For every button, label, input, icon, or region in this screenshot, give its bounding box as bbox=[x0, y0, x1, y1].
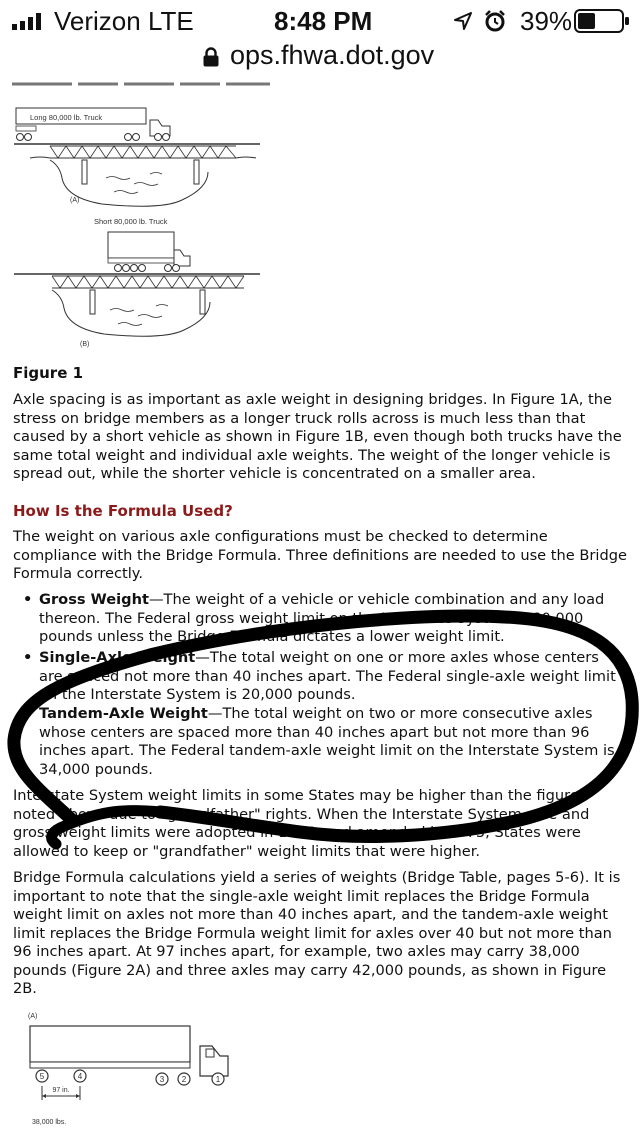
status-bar bbox=[0, 0, 640, 40]
panel-a-label: (A) bbox=[70, 197, 80, 204]
battery-icon bbox=[574, 9, 630, 33]
axle-2 bbox=[178, 1073, 190, 1085]
figure-2-panel-label: (A) bbox=[28, 1013, 38, 1020]
spacing-dimension bbox=[42, 1086, 80, 1100]
list-item bbox=[23, 649, 626, 705]
svg-text:1: 1 bbox=[215, 1075, 221, 1084]
bullet: • bbox=[23, 649, 33, 666]
lock-icon bbox=[203, 47, 219, 67]
paragraph-grandfather-rights: Interstate System weight limits in some States may be higher than the figures noted above due to "grandfather" rights. When the Interstate System axle and gross weight limits were adopted in 1956, and amended in 1975, States were allowed to keep or "grandfather" weight limits that were higher. bbox=[13, 787, 590, 860]
short-truck-illustration bbox=[94, 217, 190, 272]
paragraph-axle-spacing: Axle spacing is as important as axle weight in designing bridges. In Figure 1A, the stress on bridge members as a longer truck rolls across is much less than that caused by a short vehicle as shown in Figure 1B, even though both trucks have the same total weight and individual axle weights. The weight of the longer vehicle is spread out, while the shorter vehicle is concentrated on a smaller area. bbox=[13, 391, 622, 482]
battery-percentage: 39% bbox=[520, 6, 573, 36]
svg-text:4: 4 bbox=[77, 1072, 83, 1081]
address-bar[interactable] bbox=[0, 40, 640, 76]
svg-text:3: 3 bbox=[159, 1075, 165, 1084]
axle-5 bbox=[36, 1070, 48, 1082]
clock-time: 8:48 PM bbox=[274, 6, 373, 36]
definition-term: Tandem-Axle Weight bbox=[39, 705, 208, 722]
figure-2-diagram bbox=[20, 1008, 250, 1136]
bullet: • bbox=[23, 591, 33, 608]
paragraph-definitions-intro: The weight on various axle configurations must be checked to determine compliance with the Bridge Formula. Three definitions are needed to use the Bridge Formula correctly. bbox=[13, 528, 627, 582]
bridge-a-illustration bbox=[14, 144, 260, 206]
figure-1-diagram bbox=[10, 74, 270, 354]
location-arrow-icon bbox=[454, 12, 472, 30]
alarm-clock-icon bbox=[484, 10, 506, 32]
bullet: • bbox=[23, 705, 33, 722]
definition-text: —The total weight on one or more axles whose centers are spaced not more than 40 inches apart. The Federal single-axle weight limit on the Interstate System is 20,000 pounds. bbox=[39, 649, 616, 703]
url-text[interactable]: ops.fhwa.dot.gov bbox=[230, 40, 435, 70]
list-item bbox=[23, 705, 626, 779]
figure-title: Figure 1 bbox=[13, 364, 84, 382]
panel-b-label: (B) bbox=[80, 341, 90, 348]
spacing-label: 97 in. bbox=[52, 1087, 70, 1094]
definition-text: —The total weight on two or more consecutive axles whose centers are spaced more than 40 inches apart but not more than 96 inches apart. The Federal tandem-axle weight limit on the Interstate System is 34,000 pounds. bbox=[39, 705, 615, 778]
carrier-label: Verizon LTE bbox=[54, 6, 194, 36]
tractor-trailer-illustration bbox=[30, 1026, 228, 1076]
paragraph-bridge-formula-calculations: Bridge Formula calculations yield a series of weights (Bridge Table, pages 5-6). It is important to note that the single-axle weight limit replaces the Bridge Formula weight limit on axles not more than 40 inches apart, and the tandem-axle weight limit replaces the Bridge Formula weight limit for axles over 40 but not more than 96 inches apart. At 97 inches apart, for example, two axles may carry 38,000 pounds (Figure 2A) and three axles may carry 42,000 pounds, as shown in Figure 2B. bbox=[13, 869, 621, 997]
axle-4 bbox=[74, 1070, 86, 1082]
definition-text: —The weight of a vehicle or vehicle combination and any load thereon. The Federal gross weight limit on the Interstate System is 80,000 pounds unless the Bridge Formula dictates a lower weight limit. bbox=[39, 591, 605, 645]
signal-strength-icon bbox=[12, 12, 48, 30]
section-heading: How Is the Formula Used? bbox=[13, 502, 233, 520]
svg-text:5: 5 bbox=[39, 1072, 45, 1081]
axle-3 bbox=[156, 1073, 168, 1085]
definition-term: Single-Axle Weight bbox=[39, 649, 196, 666]
long-truck-illustration bbox=[16, 108, 170, 141]
axle-1 bbox=[212, 1073, 224, 1085]
bridge-b-illustration bbox=[14, 274, 260, 336]
list-item bbox=[23, 591, 626, 647]
long-truck-label: Long 80,000 lb. Truck bbox=[30, 113, 103, 122]
short-truck-label: Short 80,000 lb. Truck bbox=[94, 217, 168, 226]
definition-term: Gross Weight bbox=[39, 591, 149, 608]
svg-text:2: 2 bbox=[181, 1075, 187, 1084]
weight-label: 38,000 lbs. bbox=[32, 1119, 67, 1126]
